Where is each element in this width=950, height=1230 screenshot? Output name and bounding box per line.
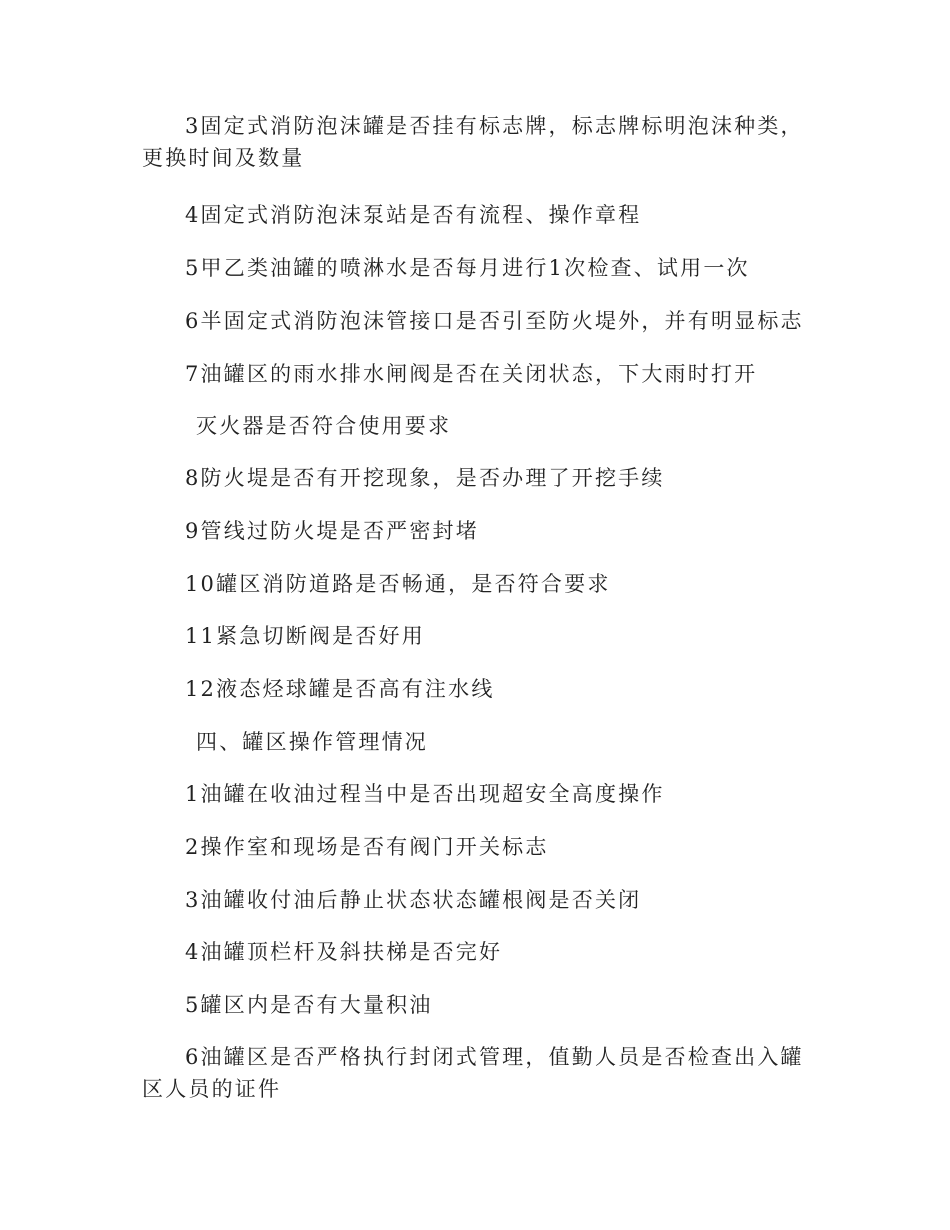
doc-line-4: 6半固定式消防泡沫管接口是否引至防火堤外，并有明显标志 (185, 309, 804, 333)
doc-line-9: 10罐区消防道路是否畅通，是否符合要求 (185, 572, 611, 596)
doc-line-13: 1油罐在收油过程当中是否出现超安全高度操作 (185, 782, 665, 806)
doc-line-7: 8防火堤是否有开挖现象，是否办理了开挖手续 (185, 466, 665, 490)
section-heading: 四、罐区操作管理情况 (196, 730, 428, 754)
doc-line-18: 6油罐区是否严格执行封闭式管理，值勤人员是否检查出入罐区人员的证件 (142, 1045, 804, 1101)
doc-line-6: 灭火器是否符合使用要求 (196, 414, 452, 438)
doc-line-15: 3油罐收付油后静止状态状态罐根阀是否关闭 (185, 888, 642, 912)
doc-line-8: 9管线过防火堤是否严密封堵 (185, 519, 479, 543)
doc-line-5: 7油罐区的雨水排水闸阀是否在关闭状态，下大雨时打开 (185, 362, 758, 386)
doc-line-14: 2操作室和现场是否有阀门开关标志 (185, 835, 549, 859)
doc-line-2: 4固定式消防泡沫泵站是否有流程、操作章程 (185, 203, 642, 227)
doc-line-1: 3固定式消防泡沫罐是否挂有标志牌，标志牌标明泡沫种类，更换时间及数量 (142, 114, 804, 170)
doc-line-16: 4油罐顶栏杆及斜扶梯是否完好 (185, 940, 503, 964)
doc-line-10: 11紧急切断阀是否好用 (185, 624, 425, 648)
doc-line-11: 12液态烃球罐是否高有注水线 (185, 677, 495, 701)
doc-line-17: 5罐区内是否有大量积油 (185, 993, 433, 1017)
doc-line-3: 5甲乙类油罐的喷淋水是否每月进行1次检查、试用一次 (185, 256, 750, 280)
